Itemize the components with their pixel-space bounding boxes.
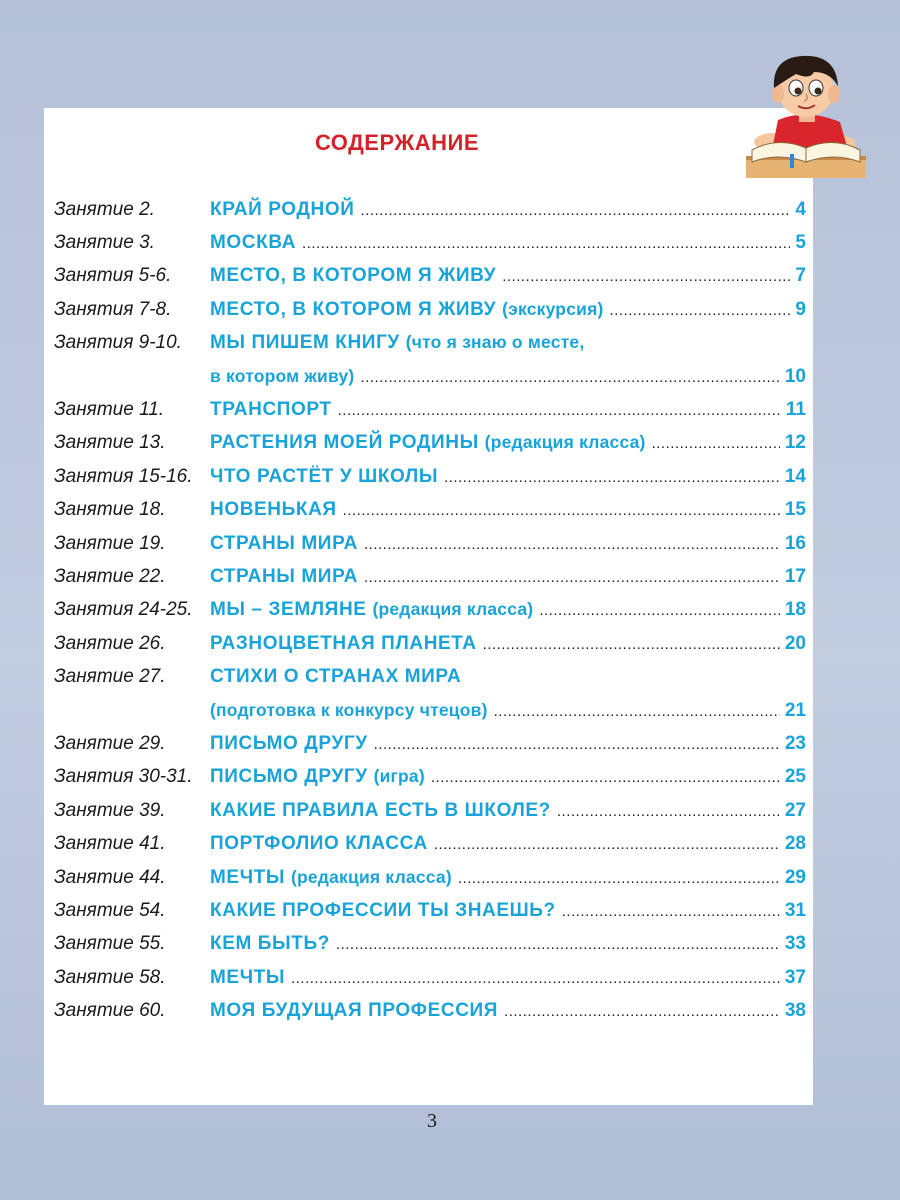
- entry-title-cell: [210, 994, 806, 1027]
- dot-leader: [360, 367, 779, 387]
- toc-entry: [54, 928, 806, 961]
- entry-title-text: СТИХИ О СТРАНАХ МИРА: [210, 666, 462, 688]
- toc-entry: [54, 727, 806, 760]
- toc-entry: [54, 293, 806, 326]
- entry-title-text: КАКИЕ ПРОФЕССИИ ТЫ ЗНАЕШЬ?: [210, 899, 556, 921]
- entry-title-cell: [210, 694, 806, 727]
- lesson-label: Занятия 15-16.: [54, 465, 193, 487]
- toc-entry: [54, 327, 806, 360]
- entry-title-text: МЕЧТЫ: [210, 866, 286, 888]
- dot-leader: [652, 433, 780, 453]
- toc-entry: [54, 527, 806, 560]
- entry-title-cell: [210, 594, 806, 627]
- entry-title-cell: [210, 494, 806, 527]
- entry-title-cell: [210, 727, 806, 760]
- entry-title-cell: [210, 894, 806, 927]
- entry-subtitle: (подготовка к конкурсу чтецов): [210, 699, 488, 720]
- entry-title: [210, 833, 428, 855]
- toc-entry: [54, 794, 806, 827]
- entry-title-cell: [210, 527, 806, 560]
- toc-entry: [54, 560, 806, 593]
- entry-title: [210, 900, 556, 922]
- boy-reading-illustration: [744, 50, 868, 180]
- toc-entry: [54, 260, 806, 293]
- entry-page-number: 21: [784, 699, 806, 721]
- dot-leader: [364, 567, 780, 587]
- toc-entry: [54, 393, 806, 426]
- entry-page-number: 9: [795, 298, 806, 320]
- entry-page-number: 37: [784, 966, 806, 988]
- entry-page-number: 28: [784, 833, 806, 855]
- lesson-label: Занятия 5-6.: [54, 265, 172, 287]
- dot-leader: [504, 1001, 780, 1021]
- lesson-label: Занятия 24-25.: [54, 599, 193, 621]
- toc-entry: [54, 894, 806, 927]
- dot-leader: [291, 968, 780, 988]
- entry-subtitle: (что я знаю о месте,: [405, 332, 585, 353]
- dot-leader: [364, 534, 780, 554]
- lesson-label: Занятие 18.: [54, 499, 166, 521]
- toc-entry: [54, 994, 806, 1027]
- lesson-label: Занятие 27.: [54, 666, 166, 688]
- dot-leader: [557, 801, 780, 821]
- entry-title-text: КЕМ БЫТЬ?: [210, 933, 330, 955]
- lesson-label: Занятие 26.: [54, 632, 166, 654]
- lesson-label: Занятие 54.: [54, 899, 166, 921]
- entry-title-cell: [210, 660, 806, 693]
- entry-title-cell: [210, 827, 806, 860]
- dot-leader: [494, 701, 780, 721]
- page-number: 3: [427, 1110, 437, 1132]
- dot-leader: [444, 467, 780, 487]
- entry-title-cell: [210, 360, 806, 393]
- entry-title-text: МОЯ БУДУЩАЯ ПРОФЕССИЯ: [210, 1000, 499, 1022]
- lesson-label: Занятие 44.: [54, 866, 166, 888]
- lesson-label: Занятие 55.: [54, 933, 166, 955]
- lesson-label: Занятие 58.: [54, 966, 166, 988]
- lesson-label: Занятие 3.: [54, 232, 155, 254]
- entry-title: [210, 867, 452, 889]
- entry-title-cell: [210, 260, 806, 293]
- entry-title-cell: [210, 193, 806, 226]
- entry-title-cell: [210, 560, 806, 593]
- entry-title-text: РАЗНОЦВЕТНАЯ ПЛАНЕТА: [210, 632, 477, 654]
- entry-page-number: 23: [784, 732, 806, 754]
- dot-leader: [610, 300, 791, 320]
- entry-title: [210, 733, 368, 755]
- dot-leader: [562, 901, 780, 921]
- entry-title-cell: [210, 928, 806, 961]
- entry-subtitle: (редакция класса): [290, 866, 452, 887]
- entry-title: [210, 633, 477, 655]
- entry-title-cell: [210, 226, 806, 259]
- entry-page-number: 12: [784, 432, 806, 454]
- entry-title: [210, 265, 496, 287]
- entry-subtitle: (редакция класса): [484, 432, 646, 453]
- entry-page-number: 25: [784, 766, 806, 788]
- entry-title-text: ПОРТФОЛИО КЛАССА: [210, 833, 428, 855]
- lesson-label: Занятие 41.: [54, 833, 166, 855]
- lesson-label: Занятие 2.: [54, 198, 155, 220]
- entry-title-text: ЧТО РАСТЁТ У ШКОЛЫ: [210, 465, 439, 487]
- entry-subtitle: (игра): [373, 766, 425, 787]
- entry-title-cell: [210, 627, 806, 660]
- entry-title-text: ПИСЬМО ДРУГУ: [210, 766, 368, 788]
- entry-title-text: ПИСЬМО ДРУГУ: [210, 732, 368, 754]
- toc-entry: [54, 494, 806, 527]
- toc-entry: [54, 460, 806, 493]
- entry-title: [210, 432, 646, 454]
- entry-page-number: 7: [795, 265, 806, 287]
- entry-page-number: 4: [795, 198, 806, 220]
- entry-page-number: 15: [784, 499, 806, 521]
- entry-page-number: 14: [784, 465, 806, 487]
- table-of-contents: [54, 193, 806, 1028]
- entry-page-number: 29: [784, 866, 806, 888]
- entry-title-text: МЕСТО, В КОТОРОМ Я ЖИВУ: [210, 298, 497, 320]
- entry-title-cell: [210, 861, 806, 894]
- toc-entry: [54, 827, 806, 860]
- lesson-label: Занятие 29.: [54, 732, 166, 754]
- toc-entry: [54, 627, 806, 660]
- entry-title-cell: [210, 794, 806, 827]
- entry-title-text: СТРАНЫ МИРА: [210, 532, 358, 554]
- entry-title-cell: [210, 761, 806, 794]
- entry-title-text: МЕЧТЫ: [210, 966, 286, 988]
- entry-page-number: 10: [784, 365, 806, 387]
- entry-title-text: КРАЙ РОДНОЙ: [210, 198, 355, 220]
- entry-title-text: ТРАНСПОРТ: [210, 399, 332, 421]
- entry-title-text: СТРАНЫ МИРА: [210, 565, 358, 587]
- lesson-label: Занятия 30-31.: [54, 766, 193, 788]
- dot-leader: [483, 634, 780, 654]
- entry-title: [210, 533, 358, 555]
- entry-title: [210, 299, 604, 321]
- entry-title: [210, 566, 358, 588]
- entry-subtitle: в котором живу): [210, 365, 355, 386]
- entry-title-text: МЫ – ЗЕМЛЯНЕ: [210, 599, 367, 621]
- entry-title: [210, 466, 438, 488]
- entry-title: [210, 933, 330, 955]
- page-title: СОДЕРЖАНИЕ: [314, 130, 480, 155]
- toc-entry: [54, 193, 806, 226]
- entry-title: [210, 800, 551, 822]
- entry-page-number: 38: [784, 1000, 806, 1022]
- entry-title-text: КАКИЕ ПРАВИЛА ЕСТЬ В ШКОЛЕ?: [210, 799, 551, 821]
- entry-subtitle: (экскурсия): [502, 298, 604, 319]
- entry-title-cell: [210, 393, 806, 426]
- toc-entry: [54, 660, 806, 693]
- dot-leader: [338, 400, 781, 420]
- lesson-label: Занятие 22.: [54, 565, 166, 587]
- lesson-label: Занятия 7-8.: [54, 298, 172, 320]
- lesson-label: Занятие 60.: [54, 1000, 166, 1022]
- entry-page-number: 31: [784, 899, 806, 921]
- entry-page-number: 18: [784, 599, 806, 621]
- dot-leader: [458, 868, 780, 888]
- dot-leader: [434, 834, 780, 854]
- entry-subtitle: (редакция класса): [372, 599, 534, 620]
- toc-entry: [54, 594, 806, 627]
- entry-title-text: МЕСТО, В КОТОРОМ Я ЖИВУ: [210, 265, 497, 287]
- toc-entry: [54, 427, 806, 460]
- entry-page-number: 33: [784, 933, 806, 955]
- dot-leader: [374, 734, 780, 754]
- entry-page-number: 17: [784, 565, 806, 587]
- entry-title: [210, 399, 332, 421]
- lesson-label: Занятие 19.: [54, 532, 166, 554]
- entry-title: [210, 666, 461, 688]
- dot-leader: [336, 934, 780, 954]
- toc-entry: [54, 360, 806, 393]
- dot-leader: [502, 266, 790, 286]
- entry-page-number: 16: [784, 532, 806, 554]
- entry-title: [210, 232, 296, 254]
- entry-title-cell: [210, 961, 806, 994]
- entry-title: [210, 967, 285, 989]
- entry-page-number: 27: [784, 799, 806, 821]
- toc-entry: [54, 961, 806, 994]
- entry-title: [210, 766, 425, 788]
- dot-leader: [343, 500, 780, 520]
- dot-leader: [431, 767, 780, 787]
- toc-entry: [54, 861, 806, 894]
- lesson-label: Занятие 11.: [54, 399, 165, 421]
- toc-entry: [54, 761, 806, 794]
- toc-entry: [54, 694, 806, 727]
- lesson-label: Занятия 9-10.: [54, 332, 182, 354]
- lesson-label: Занятие 39.: [54, 799, 166, 821]
- dot-leader: [361, 200, 791, 220]
- entry-title: [210, 199, 355, 221]
- entry-title: [210, 1000, 498, 1022]
- entry-title-cell: [210, 327, 806, 360]
- entry-page-number: 20: [784, 632, 806, 654]
- entry-title-cell: [210, 427, 806, 460]
- entry-title: [210, 700, 488, 722]
- lesson-label: Занятие 13.: [54, 432, 166, 454]
- entry-title-text: НОВЕНЬКАЯ: [210, 499, 337, 521]
- entry-title: [210, 599, 533, 621]
- entry-title-text: РАСТЕНИЯ МОЕЙ РОДИНЫ: [210, 432, 479, 454]
- entry-title-text: МОСКВА: [210, 232, 297, 254]
- entry-title: [210, 499, 337, 521]
- dot-leader: [302, 233, 790, 253]
- entry-title: [210, 366, 354, 388]
- toc-entry: [54, 226, 806, 259]
- entry-page-number: 11: [785, 399, 806, 421]
- entry-page-number: 5: [795, 232, 806, 254]
- entry-title-cell: [210, 293, 806, 326]
- entry-title-text: МЫ ПИШЕМ КНИГУ: [210, 332, 400, 354]
- dot-leader: [539, 600, 780, 620]
- entry-title: [210, 332, 584, 354]
- entry-title-cell: [210, 460, 806, 493]
